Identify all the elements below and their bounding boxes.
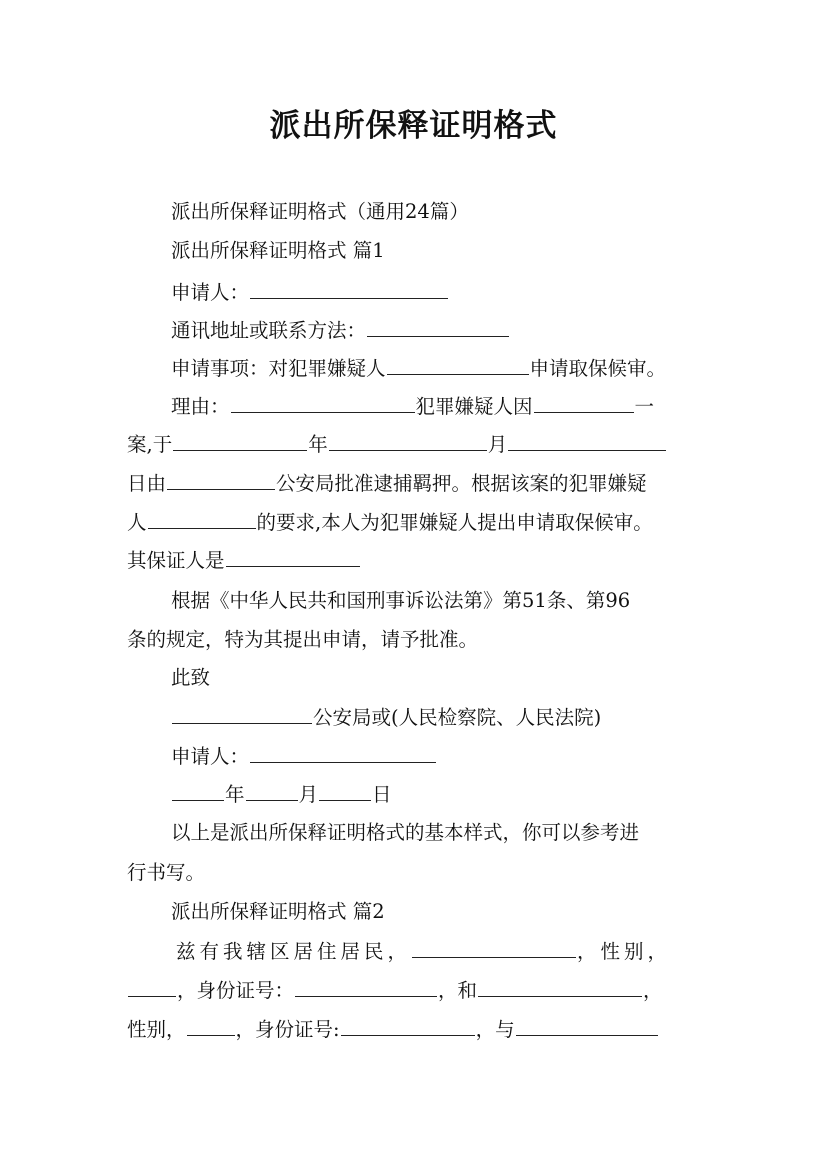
law-line-2	[127, 628, 478, 652]
date-line	[127, 432, 667, 457]
matter-line	[171, 356, 666, 381]
text: ，	[643, 979, 663, 1002]
text: 此致	[171, 666, 211, 689]
text: 申请事项：对犯罪嫌疑人	[171, 357, 386, 380]
person-blank	[148, 510, 256, 529]
id-blank-2	[341, 1017, 475, 1036]
addressee-blank	[172, 705, 312, 724]
text: 日	[372, 783, 392, 806]
addressee-line	[171, 705, 601, 730]
month-blank	[329, 432, 487, 451]
text: 以上是派出所保释证明格式的基本样式，你可以参考进	[171, 821, 640, 844]
sign-day-blank	[319, 782, 371, 801]
text: 一	[634, 395, 655, 418]
sign-year-blank	[172, 782, 224, 801]
year-blank	[173, 432, 307, 451]
applicant-blank	[250, 280, 448, 299]
text: 公安局或(人民检察院、人民法院)	[313, 706, 602, 729]
text: 月	[487, 433, 508, 456]
section-heading-2	[171, 900, 385, 924]
note-line	[171, 821, 639, 845]
text: 行书写。	[127, 861, 206, 884]
section-heading-1	[171, 239, 385, 263]
address-blank	[367, 318, 509, 337]
guarantor-line	[127, 548, 361, 573]
text: 派出所保释证明格式 篇2	[171, 900, 385, 923]
text: 人	[127, 511, 147, 534]
subtitle-line	[171, 200, 469, 224]
text: 兹有我辖区居住居民，	[176, 940, 412, 963]
note-line-2	[127, 861, 205, 885]
text: ，性别，	[577, 940, 672, 963]
text: 派出所保释证明格式（通用24篇）	[171, 200, 469, 223]
police-line	[127, 471, 647, 496]
text: 案,于	[127, 433, 173, 456]
id-line	[127, 978, 663, 1003]
second-person-blank	[478, 978, 642, 997]
text: ，和	[438, 979, 478, 1002]
applicant-line	[171, 280, 449, 305]
bureau-blank	[167, 471, 275, 490]
text: 其保证人是	[127, 549, 225, 572]
sign-month-blank	[246, 782, 298, 801]
relation-blank	[516, 1017, 658, 1036]
resident-name-blank	[412, 939, 576, 958]
request-line	[127, 510, 653, 535]
suspect-blank	[387, 356, 529, 375]
day-blank	[508, 432, 666, 451]
text: ，身份证号:	[235, 1018, 340, 1041]
text: 通讯地址或联系方法：	[171, 319, 367, 342]
text: 派出所保释证明格式 篇1	[171, 239, 385, 262]
gender-blank	[128, 978, 176, 997]
address-line	[171, 318, 510, 343]
text: 申请人：	[171, 745, 250, 768]
text: 公安局批准逮捕羁押。根据该案的犯罪嫌疑	[276, 472, 647, 495]
page-title: 派出所保释证明格式	[269, 108, 558, 144]
cause-blank	[534, 394, 634, 413]
signature-line	[171, 744, 437, 769]
text: 犯罪嫌疑人因	[415, 395, 533, 418]
text: ，与	[475, 1018, 515, 1041]
id-line-2	[127, 1017, 659, 1042]
id-blank	[295, 978, 437, 997]
reason-line	[171, 394, 654, 419]
text: 根据《中华人民共和国刑事诉讼法第》第51条、第96	[171, 589, 631, 612]
resident-line	[176, 939, 671, 964]
text: 条的规定，特为其提出申请，请予批准。	[127, 628, 479, 651]
text: 性别，	[127, 1018, 186, 1041]
text: 的要求,本人为犯罪嫌疑人提出申请取保候审。	[256, 511, 653, 534]
sign-date-line	[171, 782, 392, 807]
text: 年	[225, 783, 245, 806]
text: 月	[298, 783, 319, 806]
reason-blank	[231, 394, 415, 413]
law-line	[171, 589, 630, 613]
text: 申请人：	[171, 281, 250, 304]
guarantor-blank	[226, 548, 360, 567]
text: 申请取保候审。	[529, 357, 667, 380]
gender-blank-2	[187, 1017, 235, 1036]
text: ，身份证号：	[177, 979, 295, 1002]
text: 年	[308, 433, 328, 456]
text: 日由	[127, 472, 167, 495]
signature-blank	[250, 744, 436, 763]
text: 理由：	[171, 395, 230, 418]
salutation-line	[171, 666, 210, 690]
